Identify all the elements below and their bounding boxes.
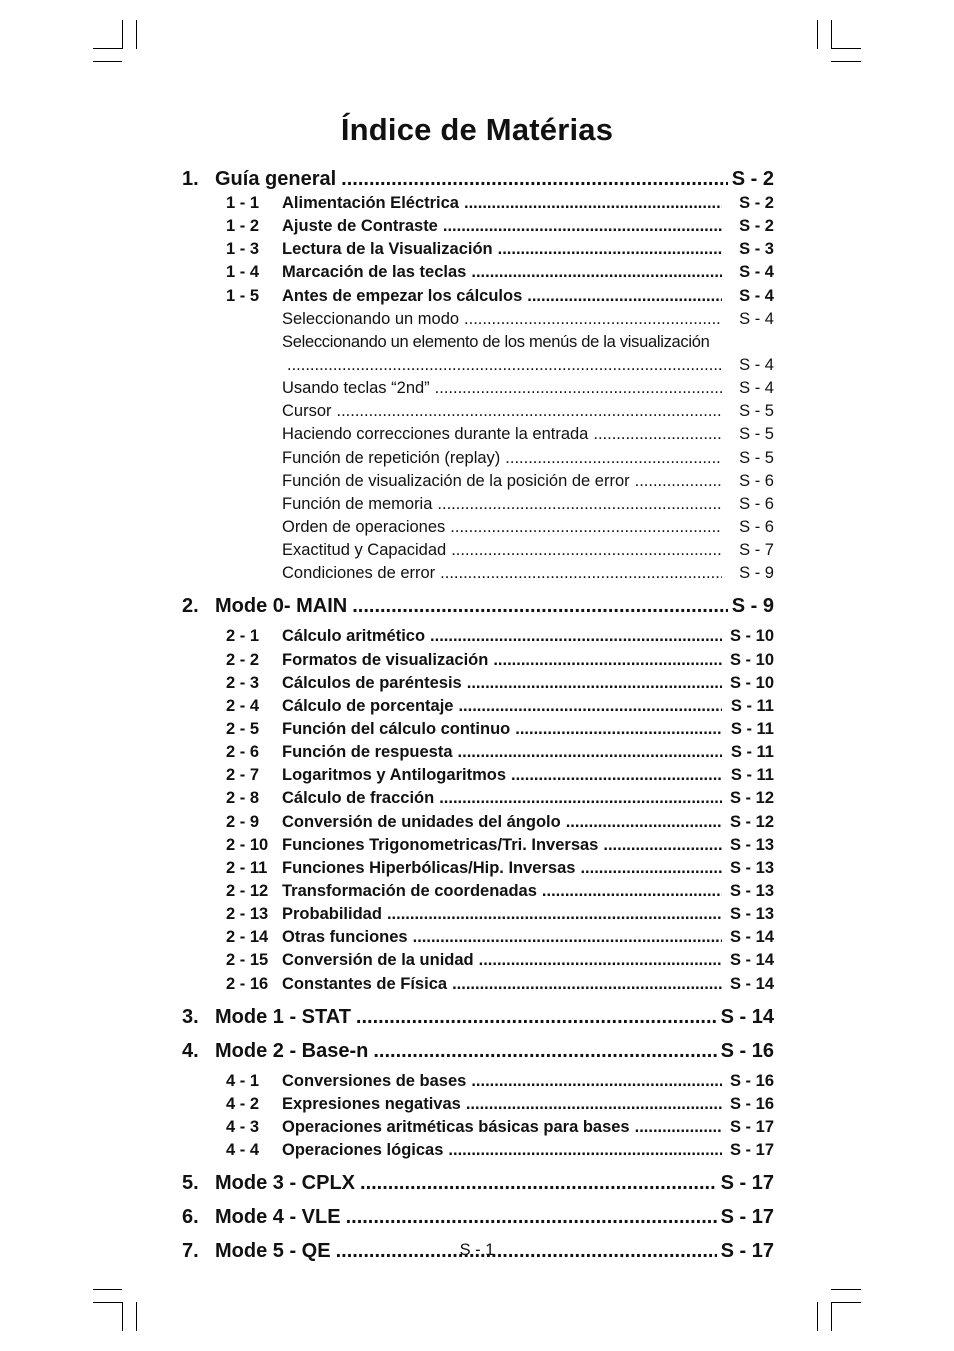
toc-section-entry[interactable]	[226, 672, 774, 695]
dot-leader	[448, 1139, 722, 1162]
section-title: Marcación de las teclas	[282, 263, 467, 282]
dot-leader	[443, 215, 722, 238]
toc-chapter-entry[interactable]	[182, 1168, 774, 1202]
section-page: S - 13	[729, 835, 774, 854]
dot-leader	[458, 695, 722, 718]
section-page: S - 13	[729, 881, 774, 900]
subsection-page: S - 6	[739, 471, 774, 490]
dot-leader	[566, 811, 722, 834]
section-number: 2 - 4	[226, 696, 260, 715]
subsection-title: Función de repetición (replay)	[282, 448, 501, 467]
section-title: Conversiones de bases	[282, 1071, 467, 1090]
section-page: S - 2	[739, 217, 774, 236]
toc-subsection-entry[interactable]	[282, 423, 774, 446]
chapter-number: 2.	[182, 595, 199, 618]
section-number: 2 - 13	[226, 905, 269, 924]
chapter-number: 5.	[182, 1172, 199, 1195]
section-page: S - 3	[739, 240, 774, 259]
toc-section-entry[interactable]	[226, 695, 774, 718]
toc-section-entry[interactable]	[226, 949, 774, 972]
subsection-page: S - 5	[739, 448, 774, 467]
subsection-page: S - 9	[739, 564, 774, 583]
section-title: Logaritmos y Antilogaritmos	[282, 766, 506, 785]
dot-leader	[450, 516, 722, 539]
dot-leader	[635, 1116, 722, 1139]
toc-section-entry[interactable]	[226, 238, 774, 261]
section-number: 2 - 9	[226, 812, 260, 831]
chapter-number: 1.	[182, 168, 199, 190]
chapter-number: 6.	[182, 1206, 199, 1229]
chapter-page: S - 9	[731, 595, 774, 618]
section-title: Transformación de coordenadas	[282, 881, 537, 900]
toc-subsection-entry[interactable]	[282, 331, 774, 377]
subsection-title: Orden de operaciones	[282, 517, 446, 536]
toc-section-entry[interactable]	[226, 649, 774, 672]
section-title: Función del cálculo continuo	[282, 719, 511, 738]
dot-leader	[580, 857, 722, 880]
toc-section-entry[interactable]	[226, 718, 774, 741]
dot-leader	[542, 880, 722, 903]
section-number: 2 - 11	[226, 858, 268, 877]
dot-leader	[439, 787, 722, 810]
dot-leader	[464, 308, 722, 331]
section-number: 2 - 8	[226, 789, 260, 808]
section-title: Conversión de la unidad	[282, 951, 474, 970]
dot-leader	[430, 625, 722, 648]
toc-section-entry[interactable]	[226, 903, 774, 926]
subsection-page: S - 6	[739, 494, 774, 513]
dot-leader	[593, 423, 722, 446]
subsection-page: S - 5	[739, 402, 774, 421]
toc-subsection-entry[interactable]	[282, 539, 774, 562]
toc-chapter-entry[interactable]	[182, 164, 774, 192]
toc-section-entry[interactable]	[226, 764, 774, 787]
section-number: 2 - 14	[226, 928, 269, 947]
toc-section-entry[interactable]	[226, 834, 774, 857]
toc-section-entry[interactable]	[226, 857, 774, 880]
dot-leader	[387, 903, 722, 926]
chapter-title: Mode 1 - STAT	[215, 1005, 351, 1028]
chapter-title: Mode 2 - Base-n	[215, 1039, 369, 1062]
section-page: S - 13	[729, 905, 774, 924]
section-number: 2 - 5	[226, 719, 260, 738]
dot-leader	[467, 672, 722, 695]
section-number: 4 - 1	[226, 1071, 260, 1090]
toc-section-entry[interactable]	[226, 625, 774, 648]
chapter-page: S - 2	[731, 168, 774, 190]
section-page: S - 11	[730, 766, 774, 785]
toc-subsection-entry[interactable]	[282, 562, 774, 585]
section-number: 2 - 3	[226, 673, 260, 692]
chapter-page: S - 17	[720, 1172, 774, 1195]
page-title: Índice de Matérias	[340, 112, 614, 147]
section-page: S - 11	[730, 719, 774, 738]
dot-leader	[458, 741, 722, 764]
dot-leader	[464, 192, 722, 215]
dot-leader	[452, 973, 722, 996]
section-page: S - 2	[739, 194, 774, 212]
chapter-title: Mode 4 - VLE	[215, 1206, 341, 1229]
toc-subsection-entry[interactable]	[282, 470, 774, 493]
section-title: Función de respuesta	[282, 743, 453, 762]
section-title: Formatos de visualización	[282, 650, 489, 669]
dot-leader	[341, 164, 728, 194]
chapter-number: 4.	[182, 1039, 199, 1062]
section-page: S - 12	[729, 812, 774, 831]
section-title: Otras funciones	[282, 928, 408, 947]
section-number: 2 - 12	[226, 881, 269, 900]
section-page: S - 4	[739, 286, 774, 305]
toc-section-entry[interactable]	[226, 261, 774, 284]
dot-leader	[479, 949, 722, 972]
section-number: 1 - 1	[226, 194, 260, 212]
chapter-title: Guía general	[215, 168, 337, 190]
dot-leader	[352, 591, 728, 621]
subsection-page: S - 4	[739, 355, 774, 374]
section-page: S - 14	[729, 974, 774, 993]
section-page: S - 11	[730, 743, 774, 762]
toc-section-entry[interactable]	[226, 1093, 774, 1116]
section-title: Operaciones aritméticas básicas para bases	[282, 1117, 630, 1136]
toc-section-entry[interactable]	[226, 741, 774, 764]
subsection-title: Condiciones de error	[282, 564, 436, 583]
subsection-page: S - 4	[739, 309, 774, 328]
section-title: Cálculo de porcentaje	[282, 696, 454, 715]
chapter-title: Mode 0- MAIN	[215, 595, 348, 618]
subsection-title: Función de memoria	[282, 494, 433, 513]
subsection-title: Seleccionando un modo	[282, 309, 460, 328]
dot-leader	[471, 261, 722, 284]
section-page: S - 16	[729, 1071, 774, 1090]
section-title: Cálculos de paréntesis	[282, 673, 462, 692]
toc-section-entry[interactable]	[226, 811, 774, 834]
chapter-title: Mode 5 - QE	[215, 1240, 331, 1263]
section-page: S - 10	[729, 650, 774, 669]
subsection-page: S - 6	[739, 517, 774, 536]
toc-chapter-entry[interactable]	[182, 1202, 774, 1236]
toc-section-entry[interactable]	[226, 1139, 774, 1162]
dot-leader	[440, 562, 722, 585]
table-of-contents	[182, 164, 774, 1270]
chapter-page: S - 17	[720, 1240, 774, 1263]
section-page: S - 11	[730, 696, 774, 715]
toc-section-entry[interactable]	[226, 926, 774, 949]
toc-subsection-entry[interactable]	[282, 308, 774, 331]
toc-chapter-entry[interactable]	[182, 591, 774, 625]
section-page: S - 17	[729, 1117, 774, 1136]
dot-leader	[451, 539, 722, 562]
section-title: Constantes de Física	[282, 974, 448, 993]
toc-section-entry[interactable]	[226, 787, 774, 810]
section-page: S - 16	[729, 1094, 774, 1113]
section-number: 1 - 2	[226, 217, 260, 236]
section-title: Lectura de la Visualización	[282, 240, 493, 259]
section-page: S - 10	[729, 627, 774, 646]
dot-leader	[356, 1002, 717, 1032]
toc-subsection-entry[interactable]	[282, 447, 774, 470]
dot-leader	[413, 926, 722, 949]
section-title: Funciones Trigonometricas/Tri. Inversas	[282, 835, 599, 854]
chapter-title: Mode 3 - CPLX	[215, 1172, 356, 1195]
chapter-page: S - 14	[720, 1005, 774, 1028]
subsection-title: Exactitud y Capacidad	[282, 541, 447, 560]
subsection-title: Función de visualización de la posición de error	[282, 471, 630, 490]
dot-leader	[466, 1093, 722, 1116]
dot-leader	[287, 354, 722, 377]
subsection-leader-line	[282, 354, 774, 377]
section-page: S - 14	[729, 928, 774, 947]
section-number: 1 - 3	[226, 240, 260, 259]
toc-chapter-entry[interactable]	[182, 1002, 774, 1036]
dot-leader	[511, 764, 722, 787]
dot-leader	[527, 285, 722, 308]
toc-subsection-entry[interactable]	[282, 516, 774, 539]
subsection-page: S - 4	[739, 379, 774, 398]
subsection-title: Seleccionando un elemento de los menús de la visualización	[282, 332, 710, 351]
chapter-page: S - 17	[720, 1206, 774, 1229]
toc-section-entry[interactable]	[226, 1116, 774, 1139]
page-number: S - 1	[459, 1241, 495, 1259]
subsection-page: S - 5	[739, 425, 774, 444]
section-title: Cálculo aritmético	[282, 627, 426, 646]
section-page: S - 13	[729, 858, 774, 877]
toc-section-entry[interactable]	[226, 1070, 774, 1093]
subsection-title: Cursor	[282, 402, 332, 421]
chapter-number: 7.	[182, 1240, 199, 1263]
dot-leader	[505, 447, 722, 470]
subsection-title: Haciendo correcciones durante la entrada	[282, 425, 589, 444]
section-number: 2 - 7	[226, 766, 260, 785]
toc-section-entry[interactable]	[226, 215, 774, 238]
chapter-number: 3.	[182, 1005, 199, 1028]
subsection-title: Usando teclas “2nd”	[282, 379, 430, 398]
section-number: 1 - 4	[226, 263, 260, 282]
subsection-page: S - 7	[739, 541, 774, 560]
toc-subsection-entry[interactable]	[282, 377, 774, 400]
section-title: Operaciones lógicas	[282, 1141, 444, 1160]
toc-section-entry[interactable]	[226, 285, 774, 308]
section-title: Alimentación Eléctrica	[282, 194, 459, 212]
section-number: 4 - 3	[226, 1117, 260, 1136]
section-title: Conversión de unidades del ángolo	[282, 812, 561, 831]
section-number: 2 - 1	[226, 627, 260, 646]
section-number: 2 - 15	[226, 951, 269, 970]
toc-subsection-entry[interactable]	[282, 400, 774, 423]
dot-leader	[337, 400, 722, 423]
section-page: S - 10	[729, 673, 774, 692]
section-number: 2 - 2	[226, 650, 260, 669]
section-page: S - 17	[729, 1141, 774, 1160]
section-number: 4 - 4	[226, 1141, 260, 1160]
dot-leader	[373, 1036, 716, 1066]
toc-section-entry[interactable]	[226, 192, 774, 215]
dot-leader	[437, 493, 722, 516]
section-title: Expresiones negativas	[282, 1094, 461, 1113]
dot-leader	[515, 718, 722, 741]
section-page: S - 12	[729, 789, 774, 808]
section-title: Probabilidad	[282, 905, 382, 924]
dot-leader	[635, 470, 722, 493]
section-number: 4 - 2	[226, 1094, 260, 1113]
toc-subsection-entry[interactable]	[282, 493, 774, 516]
toc-chapter-entry[interactable]	[182, 1036, 774, 1070]
dot-leader	[498, 238, 722, 261]
section-number: 2 - 6	[226, 743, 260, 762]
chapter-page: S - 16	[720, 1039, 774, 1062]
section-page: S - 14	[729, 951, 774, 970]
dot-leader	[471, 1070, 722, 1093]
section-title: Antes de empezar los cálculos	[282, 286, 523, 305]
section-title: Ajuste de Contraste	[282, 217, 438, 236]
dot-leader	[360, 1168, 717, 1198]
dot-leader	[493, 649, 722, 672]
section-number: 1 - 5	[226, 286, 260, 305]
section-page: S - 4	[739, 263, 774, 282]
toc-section-entry[interactable]	[226, 880, 774, 903]
section-number: 2 - 16	[226, 974, 269, 993]
section-title: Funciones Hiperbólicas/Hip. Inversas	[282, 858, 576, 877]
dot-leader	[346, 1202, 717, 1232]
toc-section-entry[interactable]	[226, 973, 774, 996]
dot-leader	[603, 834, 722, 857]
dot-leader	[435, 377, 722, 400]
section-title: Cálculo de fracción	[282, 789, 435, 808]
section-number: 2 - 10	[226, 835, 269, 854]
